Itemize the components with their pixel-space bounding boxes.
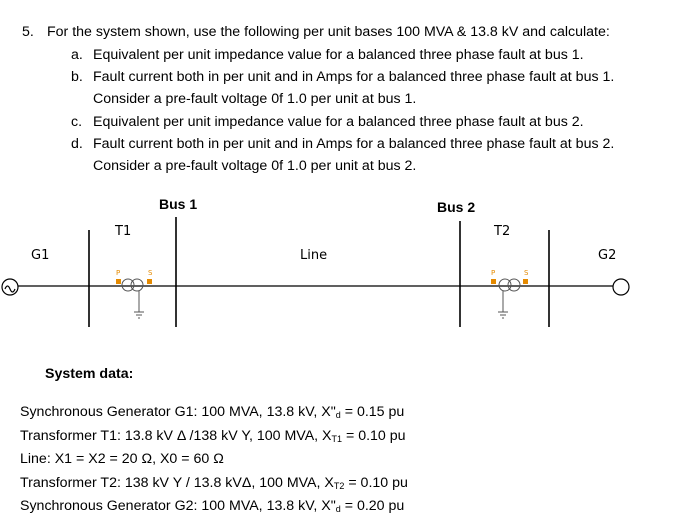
t1-label: T1 [115, 224, 132, 239]
system-data-g2 [20, 497, 404, 518]
item-c-letter: c. [71, 114, 83, 130]
item-a-text: Equivalent per unit impedance value for a balanced three phase fault at bus 1. [93, 47, 584, 63]
t1-secondary-mark: S [148, 269, 153, 277]
g1-label: G1 [31, 248, 50, 263]
t1-spec: Transformer T1: 13.8 kV Δ /138 kV Y, 100 MVA, X [20, 428, 332, 444]
t2-label: T2 [494, 224, 511, 239]
generator-g1-icon [2, 279, 18, 295]
g2-value: = 0.20 pu [340, 498, 405, 514]
g1-spec: Synchronous Generator G1: 100 MVA, 13.8 kV, X" [20, 404, 336, 420]
system-data-heading: System data: [45, 366, 134, 382]
system-data-line: Line: X1 = X2 = 20 Ω, X0 = 60 Ω [20, 451, 224, 467]
bus1-label: Bus 1 [159, 196, 198, 212]
g2-spec: Synchronous Generator G2: 100 MVA, 13.8 kV, X" [20, 498, 336, 514]
line-label: Line [300, 248, 328, 263]
transformer-t2-icon [498, 279, 520, 318]
g1-value: = 0.15 pu [340, 404, 405, 420]
g2-sub: d [335, 504, 341, 514]
t2-value: = 0.10 pu [344, 475, 408, 491]
t2-primary-mark: P [491, 269, 496, 277]
g2-label: G2 [598, 248, 617, 263]
problem-number: 5. [22, 24, 34, 40]
transformer-t1-icon [122, 279, 144, 318]
item-b-letter: b. [71, 69, 83, 85]
t2-secondary-mark: S [524, 269, 529, 277]
item-c-text: Equivalent per unit impedance value for a balanced three phase fault at bus 2. [93, 114, 584, 130]
system-data-t1 [20, 427, 406, 448]
item-d-continuation: Consider a pre-fault voltage 0f 1.0 per unit at bus 2. [93, 158, 417, 174]
g1-sub: d [335, 410, 341, 420]
problem-intro: For the system shown, use the following per unit bases 100 MVA & 13.8 kV and calculate: [47, 24, 610, 40]
t1-sub: T1 [331, 434, 343, 444]
item-b-continuation: Consider a pre-fault voltage 0f 1.0 per unit at bus 1. [93, 91, 417, 107]
item-d-text: Fault current both in per unit and in Amps for a balanced three phase fault at bus 2. [93, 136, 615, 152]
item-b-text: Fault current both in per unit and in Amps for a balanced three phase fault at bus 1. [93, 69, 615, 85]
system-data-g1 [20, 403, 404, 424]
system-data-t2 [20, 474, 408, 495]
item-a-letter: a. [71, 47, 83, 63]
item-d-letter: d. [71, 136, 83, 152]
bus2-label: Bus 2 [437, 199, 476, 215]
t2-spec: Transformer T2: 138 kV Y / 13.8 kVΔ, 100 MVA, X [20, 475, 334, 491]
t1-primary-mark: P [116, 269, 121, 277]
t1-value: = 0.10 pu [342, 428, 406, 444]
t2-sub: T2 [333, 481, 345, 491]
generator-g2-icon [613, 279, 629, 295]
